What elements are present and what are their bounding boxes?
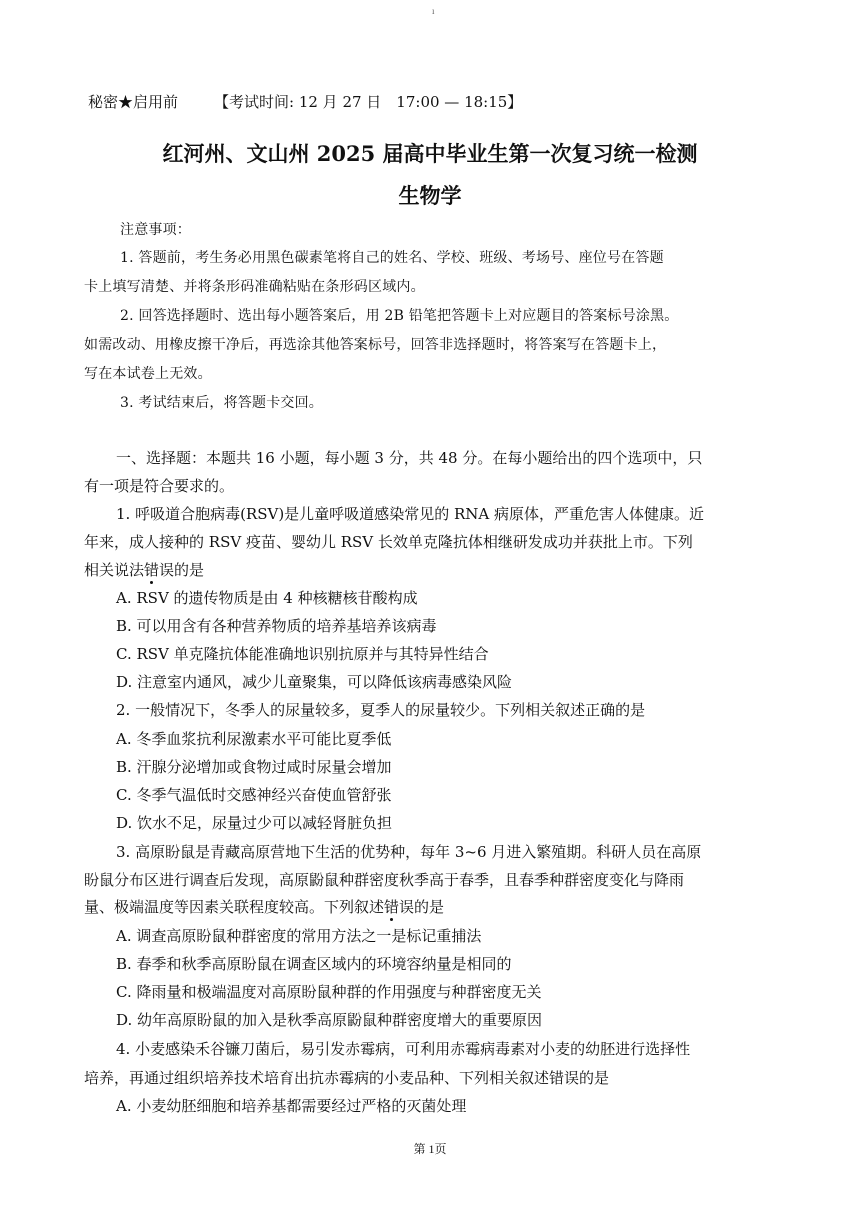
- notes-heading: 注意事项：: [120, 222, 191, 238]
- emphasis-mark: 错: [144, 561, 160, 579]
- option-a: A. 小麦幼胚细胞和培养基都需要经过严格的灭菌处理: [116, 1097, 467, 1115]
- option-d: D. 饮水不足，尿量过少可以减轻肾脏负担: [116, 814, 393, 832]
- question-4-stem: 培养，再通过组织培养技术培育出抗赤霉病的小麦品种、下列相关叙述错误的是: [84, 1069, 610, 1087]
- page-top-mark: ı: [432, 6, 435, 16]
- question-3-stem: 量、极端温度等因素关联程度较高。下列叙述错误的是: [84, 898, 445, 916]
- notes-line: 卡上填写清楚、并将条形码准确粘贴在条形码区域内。: [84, 279, 425, 295]
- option-d: D. 注意室内通风，减少儿童聚集，可以降低该病毒感染风险: [116, 673, 513, 691]
- option-b: B. 可以用含有各种营养物质的培养基培养该病毒: [116, 617, 437, 635]
- option-c: C. 降雨量和极端温度对高原盼鼠种群的作用强度与种群密度无关: [116, 983, 542, 1001]
- option-a: A. RSV 的遗传物质是由 4 种核糖核苷酸构成: [116, 589, 418, 607]
- question-3-stem: 3. 高原盼鼠是青藏高原营地下生活的优势种，每年 3~6 月进入繁殖期。科研人员在高原: [116, 843, 702, 861]
- option-a: A. 冬季血浆抗利尿激素水平可能比夏季低: [116, 730, 392, 748]
- notes-line: 3. 考试结束后，将答题卡交回。: [120, 395, 324, 411]
- section-intro: 有一项是符合要求的。: [84, 477, 235, 495]
- question-1-stem: 1. 呼吸道合胞病毒(RSV)是儿童呼吸道感染常见的 RNA 病原体，严重危害人体健康。近: [116, 505, 704, 523]
- exam-time: 【考试时间: 12 月 27 日 17:00 — 18:15】: [214, 93, 523, 111]
- option-b: B. 汗腺分泌增加或食物过咸时尿量会增加: [116, 758, 392, 776]
- notes-line: 2. 回答选择题时、选出每小题答案后，用 2B 铅笔把答题卡上对应题目的答案标号涂黑。: [120, 308, 679, 324]
- page-number: 第 1页: [413, 1142, 447, 1156]
- confidential-label: 秘密★启用前: [88, 93, 179, 111]
- emphasis-mark: 错: [384, 898, 400, 916]
- subject-title: 生物学: [398, 183, 462, 208]
- notes-line: 如需改动、用橡皮擦干净后，再选涂其他答案标号，回答非选择题时，将答案写在答题卡上，: [84, 337, 667, 353]
- option-a: A. 调查高原盼鼠种群密度的常用方法之一是标记重捕法: [116, 927, 482, 945]
- question-1-stem: 相关说法错误的是: [84, 561, 205, 579]
- exam-title: 红河州、文山州 2025 届高中毕业生第一次复习统一检测: [162, 141, 698, 166]
- notes-line: 1. 答题前，考生务必用黑色碳素笔将自己的姓名、学校、班级、考场号、座位号在答题: [120, 250, 664, 266]
- option-d: D. 幼年高原盼鼠的加入是秋季高原鼢鼠种群密度增大的重要原因: [116, 1011, 543, 1029]
- option-c: C. RSV 单克隆抗体能准确地识别抗原并与其特异性结合: [116, 645, 489, 663]
- question-2-stem: 2. 一般情况下，冬季人的尿量较多，夏季人的尿量较少。下列相关叙述正确的是: [116, 701, 646, 719]
- question-4-stem: 4. 小麦感染禾谷镰刀菌后，易引发赤霉病，可利用赤霉病毒素对小麦的幼胚进行选择性: [116, 1040, 691, 1058]
- question-1-stem: 年来，成人接种的 RSV 疫苗、婴幼儿 RSV 长效单克隆抗体相继研发成功并获批上市。下列: [84, 533, 693, 551]
- question-3-stem: 盼鼠分布区进行调查后发现，高原鼢鼠种群密度秋季高于春季，且春季种群密度变化与降雨: [84, 871, 685, 889]
- option-b: B. 春季和秋季高原盼鼠在调查区域内的环境容纳量是相同的: [116, 955, 512, 973]
- section-intro: 一、选择题：本题共 16 小题，每小题 3 分，共 48 分。在每小题给出的四个选项中，只: [116, 449, 703, 467]
- notes-line: 写在本试卷上无效。: [84, 366, 212, 382]
- option-c: C. 冬季气温低时交感神经兴奋使血管舒张: [116, 786, 392, 804]
